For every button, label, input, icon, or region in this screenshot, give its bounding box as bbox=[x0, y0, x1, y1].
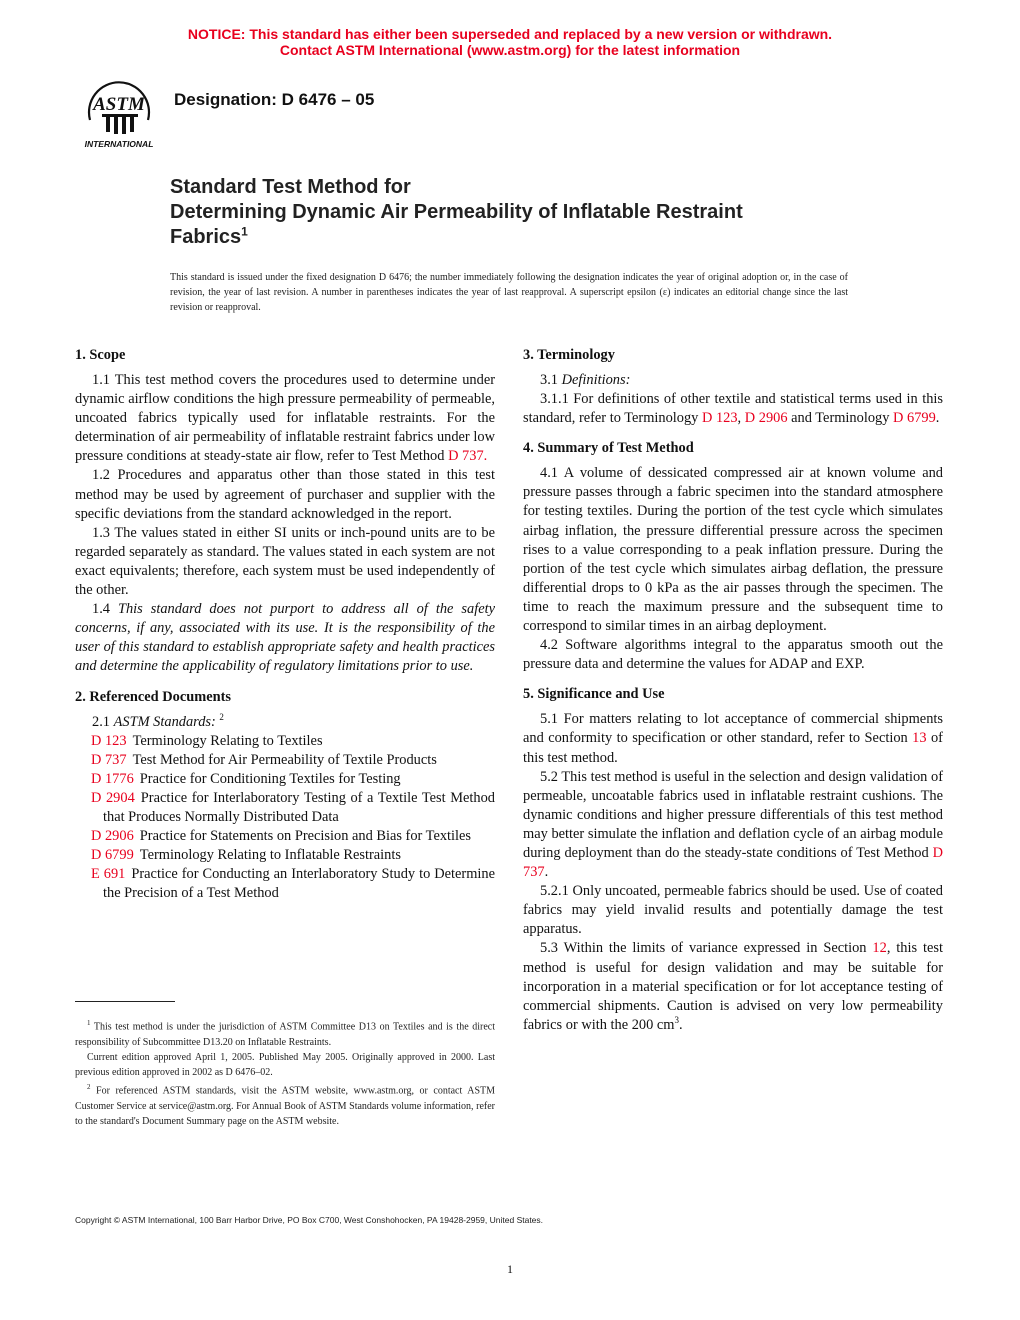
right-column bbox=[523, 346, 943, 1035]
link-d2906[interactable]: D 2906 bbox=[744, 410, 788, 427]
astm-logo-icon bbox=[76, 76, 162, 150]
link-d737[interactable]: D 737. bbox=[448, 448, 488, 465]
title-line-3: Fabrics bbox=[170, 226, 242, 248]
page-number: 1 bbox=[507, 1262, 513, 1276]
title-line-1: Standard Test Method for bbox=[170, 176, 411, 198]
para-4-2: 4.2 Software algorithms integral to the apparatus smooth out the pressure data and determine the values for ADAP and EXP. bbox=[523, 637, 943, 673]
title-line-2: Determining Dynamic Air Permeability of Inflatable Restraint bbox=[170, 201, 743, 223]
ref-code-d2904[interactable]: D 2904 bbox=[91, 789, 135, 806]
link-d6799[interactable]: D 6799 bbox=[893, 410, 936, 427]
para-3-1: 3.1 Definitions: bbox=[540, 372, 631, 388]
section-heading-scope: 1. Scope bbox=[75, 347, 126, 363]
notice-line-1: NOTICE: This standard has either been superseded and replaced by a new version or withdrawn. bbox=[187, 26, 833, 42]
ref-item: D 1776 Practice for Conditioning Textiles for Testing bbox=[91, 770, 401, 787]
para-1-4: 1.4 This standard does not purport to address all of the safety concerns, if any, associated with its use. It is the responsibility of the user of this standard to establish appropriate safety and health practices and determine the applicability of regulatory limitations prior to use. bbox=[75, 601, 495, 675]
ref-code-d123[interactable]: D 123 bbox=[91, 732, 127, 749]
logo-subtext: INTERNATIONAL bbox=[84, 139, 154, 149]
ref-code-e691[interactable]: E 691 bbox=[91, 866, 126, 883]
para-3-1-1: 3.1.1 For definitions of other textile and statistical terms used in this standard, refer to Terminology D 123, D 2906 and Terminology D 6799. bbox=[523, 391, 943, 427]
ref-item: E 691 Practice for Conducting an Interlaboratory Study to Determine the Precision of a Test Method bbox=[91, 866, 495, 902]
para-5-2-1: 5.2.1 Only uncoated, permeable fabrics should be used. Use of coated fabrics may yield invalid results and potentially damage the test apparatus. bbox=[523, 883, 943, 938]
para-2-1: 2.1 ASTM Standards: $^2$ bbox=[92, 711, 224, 730]
ref-item: D 2904 Practice for Interlaboratory Testing of a Textile Test Method that Produces Normally Distributed Data bbox=[91, 789, 495, 825]
footnote-2: $^2$ For referenced ASTM standards, visit the ASTM website, www.astm.org, or contact ASTM Customer Service at service@astm.org. For Annual Book of ASTM Standards volume information, refer to the standard's Document Summary page on the ASTM website. bbox=[75, 1083, 496, 1127]
ref-code-d2906[interactable]: D 2906 bbox=[91, 828, 134, 845]
standard-intro: This standard is issued under the fixed designation D 6476; the number immediately following the designation indicates the year of original adoption or, in the case of revision, the year of last revision. A number in parentheses indicates the year of last reapproval. A superscript epsilon (ε) indicates an editorial change since the last revision or reapproval. bbox=[170, 272, 848, 313]
section-heading-terminology: 3. Terminology bbox=[523, 347, 615, 363]
logo-text: ASTM bbox=[93, 94, 145, 115]
ref-item: D 737 Test Method for Air Permeability of Textile Products bbox=[91, 751, 437, 768]
link-section-12[interactable]: 12 bbox=[872, 940, 887, 957]
footnote-divider bbox=[75, 1001, 175, 1002]
ref-code-d1776[interactable]: D 1776 bbox=[91, 770, 134, 787]
left-column bbox=[75, 346, 495, 903]
para-4-1: 4.1 A volume of dessicated compressed air at known volume and pressure passes through a fabric specimen into the standard atmosphere for testing textiles. During the portion of the test cycle which simulates airbag inflation, the pressure differential pressure across the specimen rises to a value corresponding to a peak inflation pressure. During the portion of the test cycle which simulates airbag deflation, the pressure differential drops to 0 kPa as the air passes through the specimen. The time to reach the maximum pressure and the subsequent time to correspond to similar times in an airbag deployment. bbox=[523, 465, 943, 635]
section-heading-significance: 5. Significance and Use bbox=[523, 686, 665, 703]
ref-item: D 2906 Practice for Statements on Precision and Bias for Textiles bbox=[91, 828, 472, 845]
section-heading-summary: 4. Summary of Test Method bbox=[523, 440, 694, 457]
ref-code-d6799[interactable]: D 6799 bbox=[91, 847, 134, 864]
document-title bbox=[170, 175, 890, 250]
para-1-2: 1.2 Procedures and apparatus other than those stated in this test method may be used by agreement of purchaser and supplier with the specific deviations from the standard acknowledged in the report. bbox=[75, 467, 495, 522]
ref-item: D 6799 Terminology Relating to Inflatable Restraints bbox=[91, 847, 401, 864]
link-d737-b[interactable]: D 737 bbox=[523, 844, 943, 881]
designation: Designation: D 6476 – 05 bbox=[174, 90, 375, 109]
para-1-1: 1.1 This test method covers the procedures used to determine under dynamic airflow conditions the high pressure permeability of permeable, uncoated fabrics typically used for inflatable restraints. For the determination of air permeability of inflatable restraint fabrics under low pressure conditions at steady-state air flow, refer to Test Method D 737. bbox=[75, 372, 495, 465]
para-5-1: 5.1 For matters relating to lot acceptance of commercial shipments and conformity to specification or other standard, refer to Section 13 of this test method. bbox=[523, 711, 943, 766]
para-5-3: 5.3 Within the limits of variance expressed in Section 12, this test method is useful for design validation and may be suitable for incorporation in a material specification or for lot acceptance testing of commercial shipments. Caution is advised on very low permeability fabrics or with the 200 $cm^3$. bbox=[523, 940, 943, 1033]
withdrawal-notice bbox=[0, 26, 1020, 58]
ref-code-d737[interactable]: D 737 bbox=[91, 751, 127, 768]
link-section-13[interactable]: 13 bbox=[912, 730, 927, 747]
footnote-1: $^1$ This test method is under the jurisdiction of ASTM Committee D13 on Textiles and is the direct responsibility of Subcommittee D13.20 on Inflatable Restraints. bbox=[75, 1019, 495, 1048]
footnote-1b: Current edition approved April 1, 2005. Published May 2005. Originally approved in 2000. Last previous edition approved in 2002 as D 6476–02. bbox=[75, 1051, 495, 1078]
section-heading-referenced: 2. Referenced Documents bbox=[75, 688, 231, 705]
link-d123[interactable]: D 123 bbox=[701, 410, 738, 427]
para-1-3: 1.3 The values stated in either SI units or inch-pound units are to be regarded separately as standard. The values stated in each system are not exact equivalents; therefore, each system must be used independently of the other. bbox=[75, 524, 495, 599]
copyright: Copyright © ASTM International, 100 Barr Harbor Drive, PO Box C700, West Conshohocken, PA 19428-2959, United States. bbox=[75, 1215, 544, 1225]
notice-line-2: Contact ASTM International (www.astm.org) for the latest information bbox=[279, 42, 741, 58]
para-5-2: 5.2 This test method is useful in the selection and design validation of permeable, uncoatable fabrics used in inflatable restraint cushions. The dynamic conditions and higher pressure differentials of this test method may better simulate the inflation and deflation cycle of an airbag module during deployment than do the steady-state conditions of Test Method D 737. bbox=[523, 768, 943, 881]
title-footnote-mark: 1 bbox=[241, 224, 248, 239]
ref-item: D 123 Terminology Relating to Textiles bbox=[91, 732, 323, 749]
footnotes bbox=[75, 1016, 495, 1129]
